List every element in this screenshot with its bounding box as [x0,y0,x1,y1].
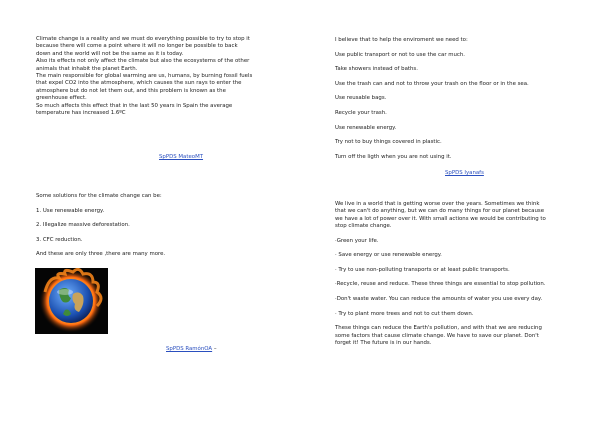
burning-earth-icon [35,268,108,334]
list-item: Use the trash can and not to throw your trash on the floor or in the sea. [335,80,529,87]
author-link-iyanafs[interactable]: SpPDS Iyanafs [445,170,484,176]
intro-paragraph [335,201,565,231]
list-item: Turn off the ligth when you are not using it. [335,153,452,160]
burning-earth-image [35,268,108,334]
text-line: These things can reduce the Earth's pollution, and with that we are reducing [335,325,542,332]
text-line: animals that inhabit the planet Earth. [36,65,138,72]
text-line: we have a lot of power over it. With small actions we would be contributing to [335,215,546,222]
text-line: because there will come a point where it will no longer be possible to back [36,43,238,50]
list-item: 1. Use renewable energy. [36,207,105,214]
list-item: ·Recycle, reuse and reduce. These three things are essential to stop pollution. [335,281,546,288]
author-line-ramonoa [166,346,217,352]
text-line: some factors that cause climate change. We have to save our planet. Don't [335,332,539,339]
text-line: So much affects this effect that in the last 50 years in Spain the average [36,102,233,109]
list-item: 2. Illegalize massive deforestation. [36,222,130,229]
text-line: Also its effects not only affect the climate but also the ecosystems of the other [36,58,250,65]
text-line: forget it! The future is in our hands. [335,340,432,346]
list-climate-solutions [36,193,272,266]
list-item: ·Don't waste water. You can reduce the amounts of water you use every day. [335,296,543,302]
list-item: Use reusable bags. [335,95,387,102]
text-line: Climate change is a reality and we must do everything possible to try to stop it [36,36,250,42]
list-item: · Try to plant more trees and not to cut them down. [335,310,474,317]
list-item: Recycle your trash. [335,109,387,116]
paragraph-climate-reality [36,36,272,117]
text-line: that expel CO2 into the atmosphere, which causes the sun rays to enter the [36,80,242,87]
closing-paragraph [335,325,565,347]
text-line: atmosphere but do not let them out, and this problem is known as the [36,87,226,94]
list-item: · Try to use non-polluting transports or at least public transports. [335,266,510,273]
list-item: ·Green your life. [335,237,379,244]
list-item: I believe that to help the enviroment we need to: [335,37,468,43]
author-suffix: – [213,346,217,352]
list-item: Try not to buy things covered in plastic. [335,139,442,146]
text-line: We live in a world that is getting worse over the years. Sometimes we think [335,201,540,207]
action-list [335,238,565,318]
author-link-mateomt[interactable]: SpPDS MateoMT [159,154,204,160]
list-item: Some solutions for the climate change can be: [36,193,162,199]
list-item: Use public transport or not to use the car much. [335,51,466,58]
paragraph-save-planet [335,201,565,347]
list-item: Use renewable energy. [335,124,397,131]
author-link-ramonoa[interactable]: SpPDS RamónOA [166,346,213,352]
list-item: Take showers instead of baths. [335,66,418,73]
text-line: down and the world will not be the same as it is today. [36,50,184,57]
text-line: that we can't do anything, but we can do many things for our planet because [335,208,545,215]
list-environment-tips [335,37,565,168]
list-item: · Save energy or use renewable energy. [335,252,442,259]
text-line: The main responsible for global warming are us, humans, by burning fossil fuels [36,73,253,80]
text-line: temperature has increased 1.6ºC [36,110,126,117]
list-item: 3. CFC reduction. [36,236,83,243]
text-line: greenhouse effect. [36,95,87,102]
text-line: stop climate change. [335,223,392,230]
list-item: And these are only three ,there are many more. [36,251,166,258]
